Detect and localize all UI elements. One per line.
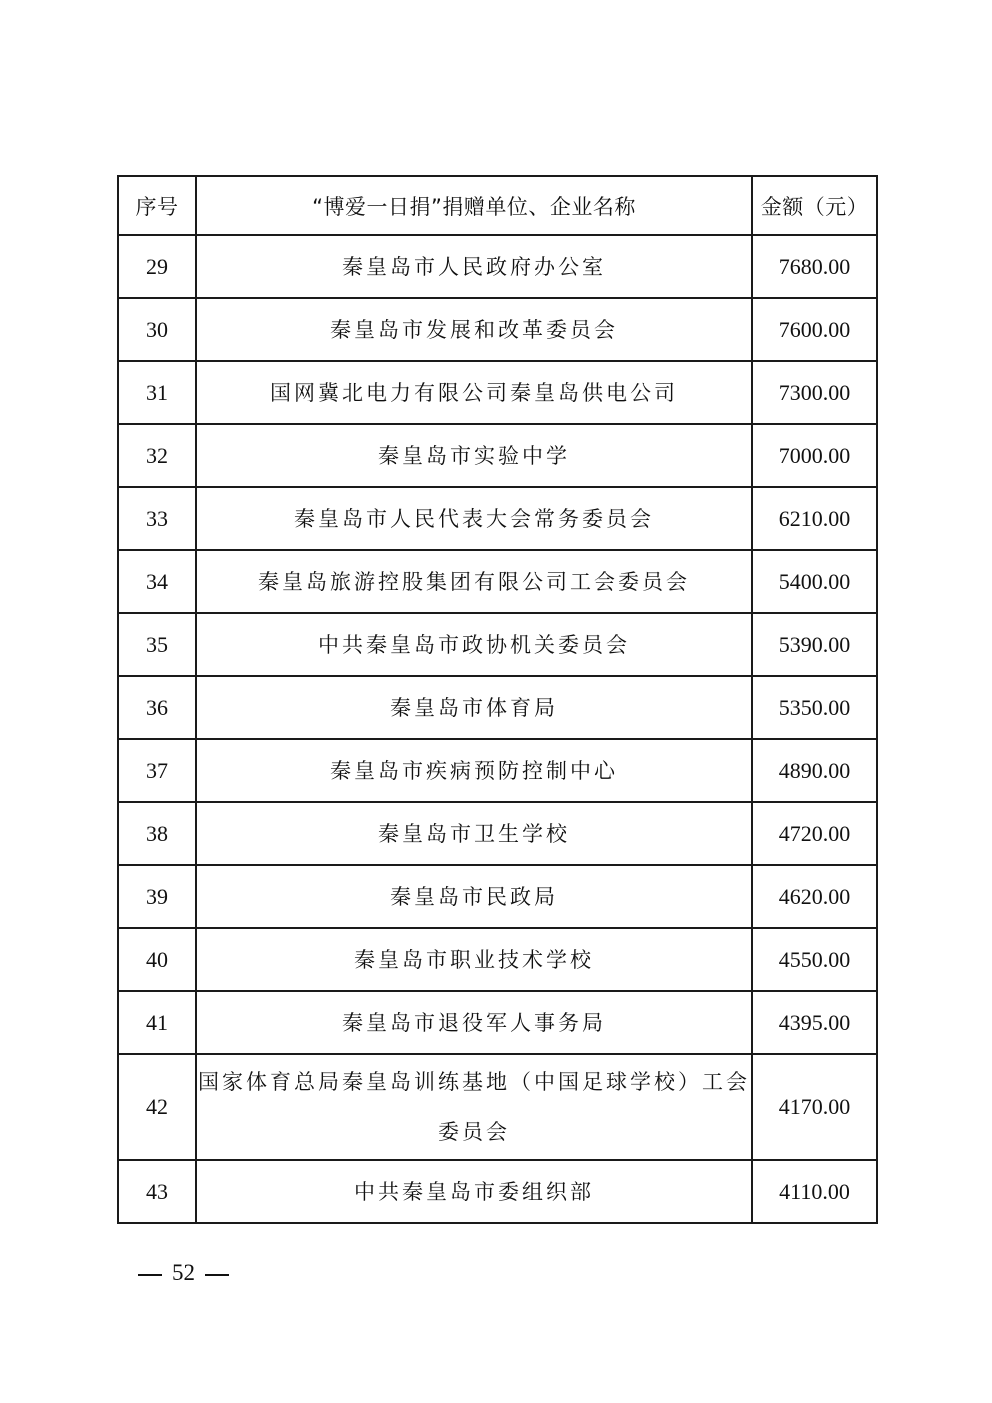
row-donor-name: 秦皇岛市退役军人事务局 [196, 991, 752, 1054]
row-donor-name: 秦皇岛市卫生学校 [196, 802, 752, 865]
row-donor-name: 秦皇岛市人民政府办公室 [196, 235, 752, 298]
table-row [118, 865, 877, 928]
table-row [118, 550, 877, 613]
table-row [118, 613, 877, 676]
row-donor-name: 秦皇岛旅游控股集团有限公司工会委员会 [196, 550, 752, 613]
row-donor-name: 中共秦皇岛市委组织部 [196, 1160, 752, 1223]
row-index: 39 [118, 865, 196, 928]
row-amount: 5390.00 [752, 613, 877, 676]
donation-table [117, 175, 878, 1224]
row-index: 42 [118, 1054, 196, 1160]
row-amount: 4395.00 [752, 991, 877, 1054]
row-donor-name: 秦皇岛市疾病预防控制中心 [196, 739, 752, 802]
row-amount: 6210.00 [752, 487, 877, 550]
table-row [118, 298, 877, 361]
table-row [118, 1160, 877, 1223]
row-index: 38 [118, 802, 196, 865]
table-row [118, 802, 877, 865]
row-amount: 4620.00 [752, 865, 877, 928]
footer-right-dash [205, 1274, 229, 1276]
row-donor-name: 秦皇岛市职业技术学校 [196, 928, 752, 991]
table-row [118, 739, 877, 802]
row-index: 41 [118, 991, 196, 1054]
row-donor-name: 中共秦皇岛市政协机关委员会 [196, 613, 752, 676]
row-donor-name: 秦皇岛市实验中学 [196, 424, 752, 487]
row-amount: 4110.00 [752, 1160, 877, 1223]
row-donor-name: 国家体育总局秦皇岛训练基地（中国足球学校）工会委员会 [196, 1054, 752, 1160]
row-index: 40 [118, 928, 196, 991]
table-row [118, 487, 877, 550]
footer-left-dash [138, 1274, 162, 1276]
table-row [118, 991, 877, 1054]
row-amount: 4170.00 [752, 1054, 877, 1160]
row-amount: 7600.00 [752, 298, 877, 361]
row-index: 32 [118, 424, 196, 487]
row-amount: 4550.00 [752, 928, 877, 991]
row-index: 31 [118, 361, 196, 424]
row-index: 33 [118, 487, 196, 550]
row-index: 30 [118, 298, 196, 361]
table-row [118, 1054, 877, 1160]
row-amount: 5400.00 [752, 550, 877, 613]
row-amount: 5350.00 [752, 676, 877, 739]
page-footer [128, 1260, 239, 1286]
table-row [118, 928, 877, 991]
header-amount: 金额（元） [752, 176, 877, 235]
row-amount: 7680.00 [752, 235, 877, 298]
row-donor-name: 秦皇岛市发展和改革委员会 [196, 298, 752, 361]
row-index: 29 [118, 235, 196, 298]
table-row [118, 235, 877, 298]
row-index: 36 [118, 676, 196, 739]
row-donor-name: 秦皇岛市人民代表大会常务委员会 [196, 487, 752, 550]
table-row [118, 676, 877, 739]
row-donor-name: 秦皇岛市民政局 [196, 865, 752, 928]
row-amount: 4720.00 [752, 802, 877, 865]
row-index: 35 [118, 613, 196, 676]
row-amount: 7000.00 [752, 424, 877, 487]
row-amount: 4890.00 [752, 739, 877, 802]
row-amount: 7300.00 [752, 361, 877, 424]
header-index: 序号 [118, 176, 196, 235]
header-donor-name: “博爱一日捐”捐赠单位、企业名称 [196, 176, 752, 235]
table-row [118, 424, 877, 487]
table-header-row [118, 176, 877, 235]
row-donor-name: 秦皇岛市体育局 [196, 676, 752, 739]
row-donor-name: 国网冀北电力有限公司秦皇岛供电公司 [196, 361, 752, 424]
table-row [118, 361, 877, 424]
row-index: 43 [118, 1160, 196, 1223]
page-number: 52 [172, 1260, 195, 1285]
table-body [118, 235, 877, 1223]
row-index: 37 [118, 739, 196, 802]
row-index: 34 [118, 550, 196, 613]
